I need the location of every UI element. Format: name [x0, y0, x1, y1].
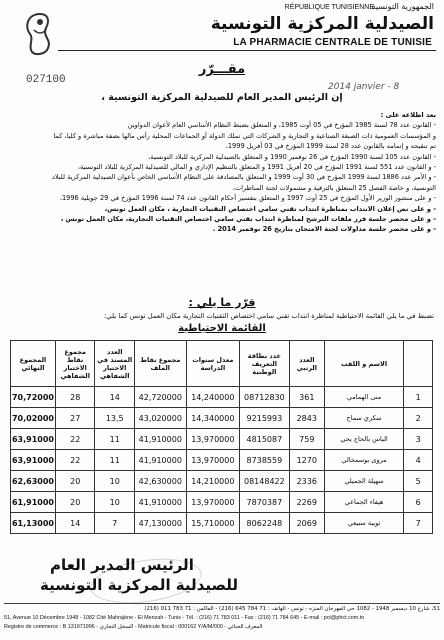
footer-address-fr: 51, Avenue 10 Décembre 1948 - 1082 Cité Mahrajène - El Menzah - Tunis - Tél. : (216) 71 783 011 - Fax : (216) 71 784 645 - E-mail : pct@phct.com.tn — [4, 615, 365, 621]
decision-heading: قرّر ما يلي : — [188, 296, 256, 309]
cell-index: 4 — [404, 450, 433, 471]
pharmacie-logo-icon — [18, 8, 62, 58]
cell-name: ثويبة سبيعي — [324, 513, 403, 534]
reserve-list-table — [10, 340, 433, 534]
consideration-line: - و على نص إعلان الانتداب بمناظرة انتداب تقني سامي اختصاص التقنيات التجارية ، مكان العمل تونس، — [104, 204, 436, 213]
cell-oral-score: 11 — [95, 429, 135, 450]
cell-final: 62,63000 — [11, 471, 56, 492]
cell-index: 7 — [404, 513, 433, 534]
cell-average: 13,970000 — [186, 492, 240, 513]
cell-rank: 759 — [289, 429, 324, 450]
table-row — [11, 471, 433, 492]
cell-cin: 08148422 — [240, 471, 290, 492]
cell-rank: 2336 — [289, 471, 324, 492]
pharmacie-name-ar: الصيدلية المركزية التونسية — [210, 14, 434, 34]
col-header-average: معدل سنوات الدراسة — [186, 341, 240, 387]
consideration-line: - و على منشور الوزير الأول المؤرخ في 25 أوت 1997 و المتعلق بتفسير أحكام القانون عدد 74 لسنة 1996 المؤرخ في 29 جويلية 1996، — [59, 194, 436, 203]
cell-rank: 1270 — [289, 450, 324, 471]
consideration-line: تم تنقيحه و إتمامه بالقانون عدد 28 لسنة 1999 المؤرخ في 03 أفريل 1999، — [225, 142, 436, 151]
consideration-line: - و القانون عدد 551 لسنة 1991 المؤرخ في 20 أفريل 1991 و المتعلق بالتنظيم الإداري و المالي للصيدلية المركزية للبلاد التونسية، — [77, 163, 436, 172]
consideration-line: - القانون عدد 78 لسنة 1985 المؤرخ في 05 أوت 1985، و المتعلق بضبط النظام الأساسي العام لأعوان الدواوين — [127, 121, 436, 130]
cell-file-score: 41,910000 — [134, 429, 186, 450]
cell-file-score: 41,910000 — [134, 450, 186, 471]
cell-average: 15,710000 — [186, 513, 240, 534]
cell-name: هيفاء الجماعي — [324, 492, 403, 513]
col-header-final: المجموع النهائي — [11, 341, 56, 387]
cell-rank: 2843 — [289, 408, 324, 429]
consideration-line: - و الأمر عدد 1886 لسنة 1999 المؤرخ في 30 أوت 1999 و المتعلق بالمصادقة على النظام الأساسي الخاص بأعوان الصيدلية المركزية للبلاد — [51, 173, 436, 182]
document-title: مقـــرّر — [198, 62, 246, 77]
cell-final: 63,91000 — [11, 450, 56, 471]
cell-oral-total: 22 — [55, 450, 95, 471]
col-header-name: الاسم و اللقب — [324, 341, 403, 387]
col-header-cin: عدد بطاقة التعريف الوطنية — [240, 341, 290, 387]
after-review-label: بعد اطلاعه على : — [380, 111, 436, 119]
table-row — [11, 387, 433, 408]
cell-name: الياس بالحاج يحي — [324, 429, 403, 450]
cell-average: 14,210000 — [186, 471, 240, 492]
cell-oral-total: 28 — [55, 387, 95, 408]
cell-oral-score: 11 — [95, 450, 135, 471]
table-row — [11, 429, 433, 450]
consideration-line: و المؤسسات العمومية ذات الصبغة الصناعية و التجارية و الشركات التي تملك الدولة أو الجماعات المحلية رأس مالها بصفة مباشرة و كليا، كما — [53, 131, 436, 140]
cell-index: 3 — [404, 429, 433, 450]
reserve-list-title: القائمة الاحتياطية — [178, 323, 266, 334]
signature-line-1: الرئيس المدير العام — [50, 556, 194, 574]
cell-oral-total: 27 — [55, 408, 95, 429]
col-header-oral-total: مجموع نقاط الاختبار الشفاهي — [55, 341, 95, 387]
cell-oral-total: 20 — [55, 492, 95, 513]
cell-cin: 9215993 — [240, 408, 290, 429]
signature-line-2: للصيدلية المركزية التونسية — [40, 576, 238, 594]
cell-cin: 8738559 — [240, 450, 290, 471]
cell-final: 63,91000 — [11, 429, 56, 450]
table-row — [11, 450, 433, 471]
header-divider — [58, 50, 436, 51]
republic-ar: الجمهورية التونسية — [371, 2, 434, 11]
cell-index: 6 — [404, 492, 433, 513]
cell-oral-score: 13,5 — [95, 408, 135, 429]
footer-address-ar: 51، شارع 10 ديسمبر 1948 - 1082 حي المهرجان المنزه - تونس - الهاتف : 71 784 645 (216) - الفاكس : 71 783 011 (216) — [144, 606, 440, 612]
consideration-line: التونسية، و خاصة الفصل 25 المتعلق بالترقية و مشمولات لجنة المناظرات، — [232, 183, 436, 192]
consideration-line: - و على محضر جلسة فرز ملفات الترشح لمناظرة انتداب تقني سامي اختصاص التقنيات التجارية، مكان العمل تونس ، — [60, 215, 436, 224]
reference-number: 027100 — [26, 74, 66, 86]
cell-average: 13,970000 — [186, 450, 240, 471]
intro-line: إن الرئيس المدير العام للصيدلية المركزية التونسية ، — [101, 92, 343, 103]
consideration-line: - و على محضر جلسة مداولات لجنة الامتحان بتاريخ 26 نوفمبر 2014 . — [212, 225, 436, 234]
cell-oral-score: 10 — [95, 471, 135, 492]
cell-rank: 2269 — [289, 492, 324, 513]
cell-file-score: 41,910000 — [134, 492, 186, 513]
cell-file-score: 42,630000 — [134, 471, 186, 492]
cell-file-score: 43,020000 — [134, 408, 186, 429]
pharmacie-name-fr: LA PHARMACIE CENTRALE DE TUNISIE — [233, 37, 432, 48]
considerations-block — [10, 110, 436, 235]
cell-name: سهيلة الجميلي — [324, 471, 403, 492]
col-header-rank: العدد الرتبي — [289, 341, 324, 387]
cell-rank: 2069 — [289, 513, 324, 534]
cell-index: 1 — [404, 387, 433, 408]
cell-index: 5 — [404, 471, 433, 492]
cell-oral-total: 22 — [55, 429, 95, 450]
republic-fr: RÉPUBLIQUE TUNISIENNE — [284, 4, 374, 11]
cell-rank: 361 — [289, 387, 324, 408]
cell-file-score: 42,720000 — [134, 387, 186, 408]
col-header-index — [404, 341, 433, 387]
consideration-line: - القانون عدد 105 لسنة 1990 المؤرخ في 26 نوفمبر 1990 و المتعلق بالصيدلية المركزية للبلاد التونسية، — [148, 152, 436, 161]
cell-average: 14,240000 — [186, 387, 240, 408]
table-row — [11, 492, 433, 513]
cell-name: سكري سماح — [324, 408, 403, 429]
cell-cin: 08712830 — [240, 387, 290, 408]
cell-cin: 8062248 — [240, 513, 290, 534]
table-header-row — [11, 341, 433, 387]
cell-cin: 4815087 — [240, 429, 290, 450]
cell-index: 2 — [404, 408, 433, 429]
cell-file-score: 47,130000 — [134, 513, 186, 534]
cell-oral-score: 14 — [95, 387, 135, 408]
cell-name: مروى بوسمخالي — [324, 450, 403, 471]
document-date: 2014 janvier - 8 — [328, 82, 400, 92]
footer-registry: Registre de commerce : B 131971996 - السجل التجاري - Matricule fiscal : 000162 Y/A/M/000 - المعرف الجبائي — [4, 624, 263, 630]
cell-cin: 7870387 — [240, 492, 290, 513]
cell-oral-total: 14 — [55, 513, 95, 534]
col-header-file-score: مجموع نقاط الملف — [134, 341, 186, 387]
table-row — [11, 513, 433, 534]
col-header-oral-score: العدد المسند في الاختبار الشفاهي — [95, 341, 135, 387]
cell-name: منى الهمامي — [324, 387, 403, 408]
cell-oral-total: 20 — [55, 471, 95, 492]
cell-final: 70,02000 — [11, 408, 56, 429]
cell-final: 61,91000 — [11, 492, 56, 513]
footer-divider — [4, 603, 440, 604]
cell-average: 13,970000 — [186, 429, 240, 450]
cell-final: 70,72000 — [11, 387, 56, 408]
cell-oral-score: 7 — [95, 513, 135, 534]
cell-average: 14,340000 — [186, 408, 240, 429]
cell-final: 61,13000 — [11, 513, 56, 534]
article-text: تضبط في ما يلي القائمة الاحتياطية لمناظرة انتداب تقني سامي اختصاص التقنيات التجارية مكان العمل تونس كما يلي: — [104, 312, 434, 320]
table-row — [11, 408, 433, 429]
cell-oral-score: 10 — [95, 492, 135, 513]
